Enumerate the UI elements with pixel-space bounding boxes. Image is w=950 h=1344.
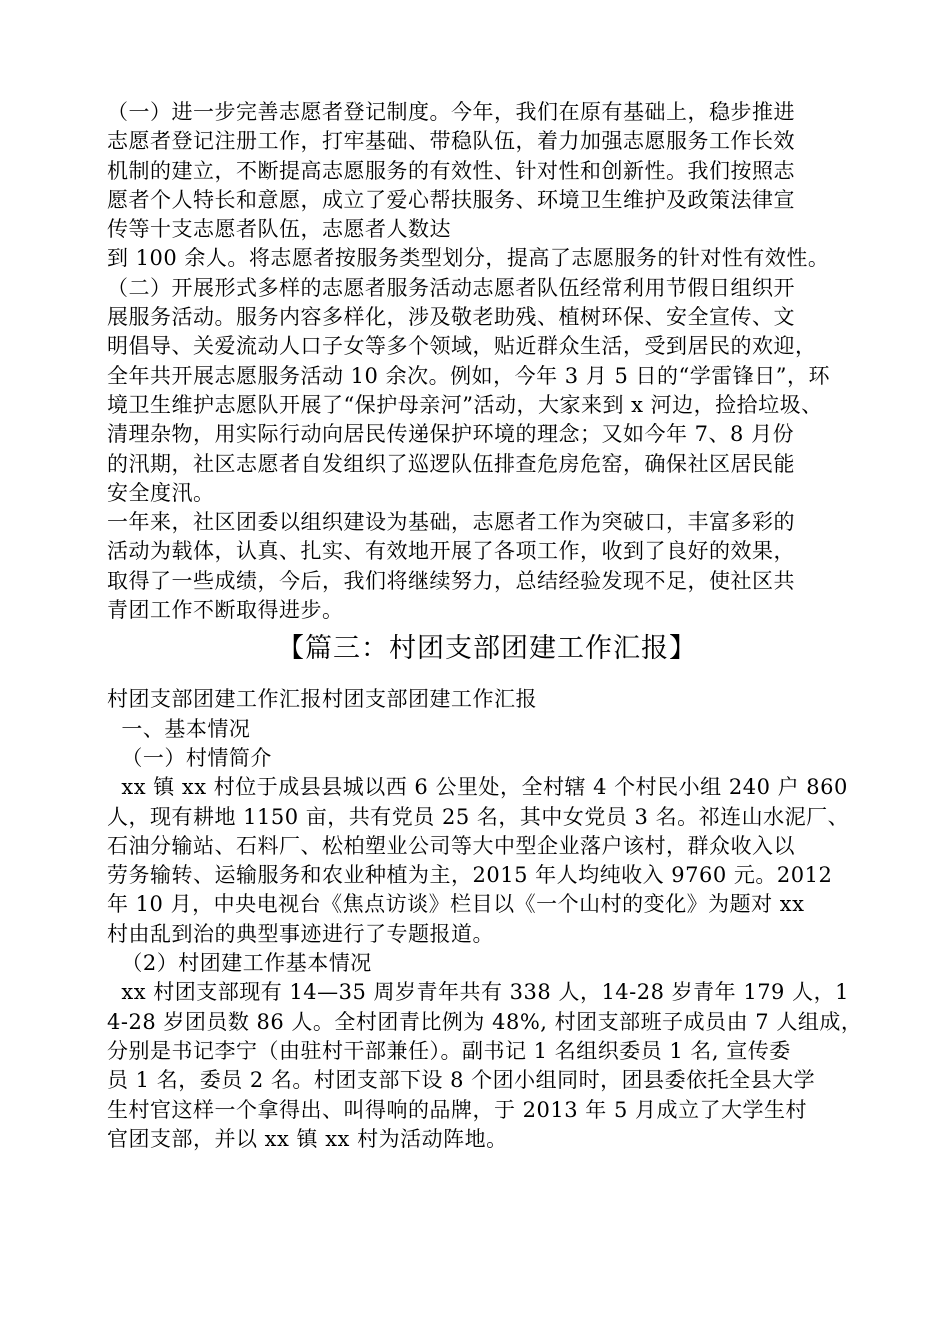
- paragraph-line: xx 镇 xx 村位于成县县城以西 6 公里处，全村辖 4 个村民小组 240 户 860: [107, 775, 848, 800]
- heading-village-intro: （一）村情简介: [107, 745, 272, 770]
- heading-league-work: （2）村团建工作基本情况: [107, 951, 372, 976]
- paragraph-line: 安全度汛。: [107, 480, 215, 505]
- paragraph-line: 人，现有耕地 1150 亩，共有党员 25 名，其中女党员 3 名。祁连山水泥厂、: [107, 804, 850, 829]
- paragraph-line: 愿者个人特长和意愿，成立了爱心帮扶服务、环境卫生维护及政策法律宣: [107, 187, 795, 212]
- paragraph-line: 劳务输转、运输服务和农业种植为主，2015 年人均纯收入 9760 元。2012: [107, 863, 833, 888]
- paragraph-line: 全年共开展志愿服务活动 10 余次。例如，今年 3 月 5 日的“学雷锋日”，环: [107, 363, 830, 388]
- paragraph-line: 机制的建立，不断提高志愿服务的有效性、针对性和创新性。我们按照志: [107, 158, 795, 183]
- section-title: 【篇三：村团支部团建工作汇报】: [277, 633, 697, 665]
- paragraph-line: 境卫生维护志愿队开展了“保护母亲河”活动，大家来到 x 河边，捡拾垃圾、: [107, 392, 823, 417]
- paragraph-line: 的汛期，社区志愿者自发组织了巡逻队伍排查危房危窑，确保社区居民能: [107, 451, 795, 476]
- paragraph-line: （一）进一步完善志愿者登记制度。今年，我们在原有基础上，稳步推进: [107, 100, 795, 124]
- paragraph-line: 生村官这样一个拿得出、叫得响的品牌，于 2013 年 5 月成立了大学生村: [107, 1097, 808, 1122]
- paragraph-line: 取得了一些成绩，今后，我们将继续努力，总结经验发现不足，使社区共: [107, 568, 795, 593]
- paragraph-line: xx 村团支部现有 14—35 周岁青年共有 338 人，14-28 岁青年 179 人，1: [107, 980, 849, 1005]
- paragraph-line: 清理杂物，用实际行动向居民传递保护环境的理念；又如今年 7、8 月份: [107, 422, 795, 447]
- section-three-body: [107, 685, 867, 1154]
- document-page: [107, 98, 867, 1154]
- section-two-body: [107, 98, 867, 625]
- paragraph-line: （二）开展形式多样的志愿者服务活动志愿者队伍经常利用节假日组织开: [107, 275, 795, 300]
- paragraph-line: 青团工作不断取得进步。: [107, 598, 344, 623]
- paragraph-line: 展服务活动。服务内容多样化，涉及敬老助残、植树环保、安全宣传、文: [107, 305, 795, 330]
- paragraph-line: 分别是书记李宁（由驻村干部兼任）。副书记 1 名组织委员 1 名, 宣传委: [107, 1038, 791, 1063]
- paragraph-line: 一年来，社区团委以组织建设为基础，志愿者工作为突破口，丰富多彩的: [107, 510, 795, 535]
- paragraph-line: 员 1 名，委员 2 名。村团支部下设 8 个团小组同时，团县委依托全县大学: [107, 1068, 816, 1093]
- heading-basic-info: 一、基本情况: [107, 716, 251, 741]
- paragraph-line: 石油分输站、石料厂、松柏塑业公司等大中型企业落户该村，群众收入以: [107, 833, 795, 858]
- paragraph-line: 传等十支志愿者队伍，志愿者人数达: [107, 217, 451, 242]
- paragraph-line: 官团支部，并以 xx 镇 xx 村为活动阵地。: [107, 1126, 508, 1151]
- paragraph-line: 村由乱到治的典型事迹进行了专题报道。: [107, 921, 494, 946]
- paragraph-line: 明倡导、关爱流动人口子女等多个领域，贴近群众生活，受到居民的欢迎，: [107, 334, 817, 359]
- paragraph-line: 志愿者登记注册工作，打牢基础、带稳队伍，着力加强志愿服务工作长效: [107, 129, 795, 154]
- paragraph-line: 到 100 余人。将志愿者按服务类型划分，提高了志愿服务的针对性有效性。: [107, 246, 830, 271]
- paragraph-line: 活动为载体，认真、扎实、有效地开展了各项工作，收到了良好的效果，: [107, 539, 795, 564]
- paragraph-line: 4-28 岁团员数 86 人。全村团青比例为 48%, 村团支部班子成员由 7 人组成，: [107, 1009, 863, 1034]
- paragraph-line: 村团支部团建工作汇报村团支部团建工作汇报: [107, 687, 537, 712]
- paragraph-line: 年 10 月，中央电视台《焦点访谈》栏目以《一个山村的变化》为题对 xx: [107, 892, 805, 917]
